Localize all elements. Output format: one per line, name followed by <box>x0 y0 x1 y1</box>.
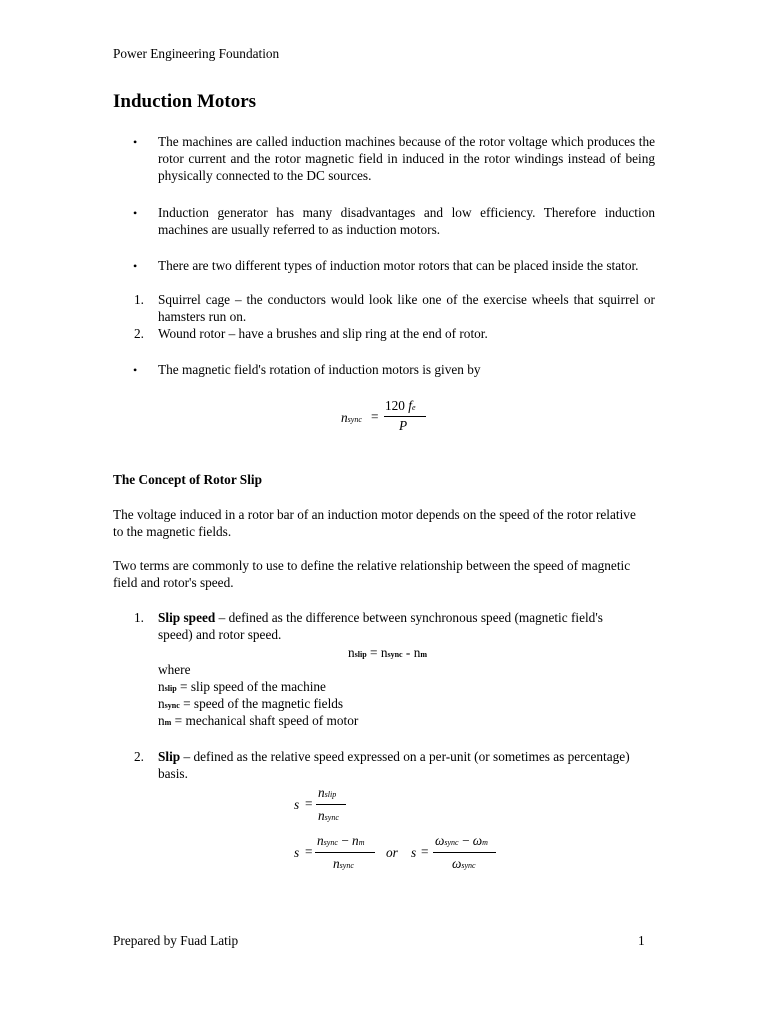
paragraph-1: The voltage induced in a rotor bar of an induction motor depends on the speed of the rotor relative to the magnetic fields. <box>113 507 636 539</box>
def-sync: nsync = speed of the magnetic fields <box>158 696 344 711</box>
paragraph-2: Two terms are commonly to use to define the relative relationship between the speed of magnetic field and rotor's speed. <box>113 558 631 590</box>
list-number: 2. <box>134 326 144 341</box>
bullet-text-3: There are two different types of induction motor rotors that can be placed inside the stator. <box>158 258 639 273</box>
list-number: 1. <box>134 610 144 625</box>
page-title: Induction Motors <box>113 91 257 112</box>
bullet-text-1: The machines are called induction machines because of the rotor voltage which produces the rotor current and the rotor magnetic field in induced in the rotor windings instead of being physically connected to the DC sources. <box>158 134 655 183</box>
bullet-icon: • <box>133 259 138 273</box>
rotor-type-wound: Wound rotor – have a brushes and slip ring at the end of rotor. <box>158 326 488 341</box>
bullet-text-2: Induction generator has many disadvantages and low efficiency. Therefore induction machines are usually referred to as induction motors. <box>158 205 655 237</box>
list-number: 1. <box>134 292 144 307</box>
list-number: 2. <box>134 749 144 764</box>
page-header: Power Engineering Foundation <box>113 46 280 61</box>
slip-speed-equation: nslip = nsync - nm <box>348 645 428 660</box>
slip-speed-definition: Slip speed – defined as the difference between synchronous speed (magnetic field's speed) and rotor speed. <box>158 610 603 642</box>
slip-definition: Slip – defined as the relative speed expressed on a per-unit (or sometimes as percentage) basis. <box>158 749 630 781</box>
rotor-type-squirrel-cage: Squirrel cage – the conductors would look like one of the exercise wheels that squirrel or hamsters run on. <box>158 292 655 324</box>
def-mechanical: nm = mechanical shaft speed of motor <box>158 713 359 728</box>
bullet-icon: • <box>133 363 138 377</box>
bullet-icon: • <box>133 206 138 220</box>
page-number: 1 <box>638 933 645 948</box>
bullet-text-4: The magnetic field's rotation of induction motors is given by <box>158 362 481 377</box>
def-slip: nslip = slip speed of the machine <box>158 679 326 694</box>
footer-author: Prepared by Fuad Latip <box>113 933 239 948</box>
section-title: The Concept of Rotor Slip <box>113 472 262 487</box>
where-label: where <box>158 662 191 677</box>
bullet-icon: • <box>133 135 138 149</box>
